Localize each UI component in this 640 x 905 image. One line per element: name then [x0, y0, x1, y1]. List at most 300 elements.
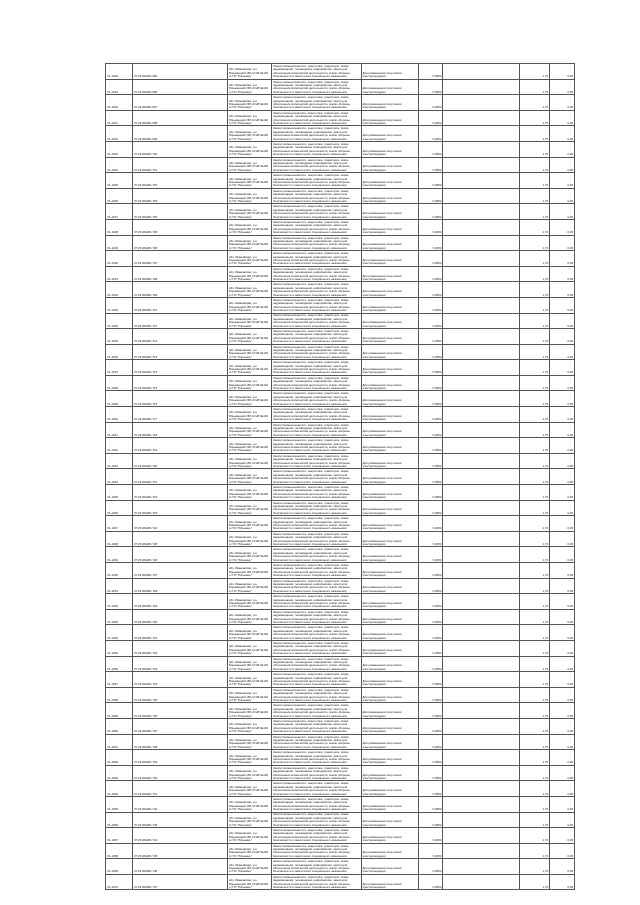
empty-cell	[443, 750, 520, 766]
table-row	[106, 422, 575, 438]
empty-cell	[443, 126, 520, 142]
empty-cell	[443, 843, 520, 859]
permitted-use: Для размещения опор линии электропередачи	[361, 859, 418, 875]
plot-area: 0,0054	[418, 219, 443, 235]
empty-cell	[443, 438, 520, 454]
empty-cell	[443, 594, 520, 610]
tax-rate: 1,70	[520, 422, 550, 438]
empty-cell	[443, 469, 520, 485]
tax-rate: 1,70	[520, 640, 550, 656]
tax-amount: 0,09	[550, 173, 575, 189]
cadastral-number: 37:22:000201:727	[132, 563, 227, 579]
cadastral-number: 37:22:000201:740	[132, 765, 227, 781]
plot-address: обл. Ивановская, р-н Юрьевецкий, ВЛ-10 кВ №102 от ПС "Юрьевец"	[227, 687, 271, 703]
empty-cell	[443, 95, 520, 111]
permitted-use: Для размещения опор линии электропередачи	[361, 173, 418, 189]
row-number: V1-1044	[106, 469, 133, 485]
tax-rate: 1,70	[520, 563, 550, 579]
plot-address: обл. Ивановская, р-н Юрьевецкий, ВЛ-10 кВ №102 от ПС "Юрьевец"	[227, 765, 271, 781]
land-category: Земли промышленности, энергетики, транспорта, связи, радиовещания, телевидения, информатики, земли для обеспечения космической деятельности, земли обороны, безопасности и земли иного специального назначения	[272, 251, 361, 267]
permitted-use: Для размещения опор линии электропередачи	[361, 874, 418, 890]
cadastral-number: 37:22:000201:742	[132, 796, 227, 812]
plot-address: обл. Ивановская, р-н Юрьевецкий, ВЛ-10 кВ №102 от ПС "Юрьевец"	[227, 126, 271, 142]
tax-amount: 0,09	[550, 594, 575, 610]
permitted-use: Для размещения опор линии электропередачи	[361, 578, 418, 594]
tax-amount: 0,09	[550, 282, 575, 298]
permitted-use: Для размещения опор линии электропередачи	[361, 609, 418, 625]
cadastral-number: 37:22:000201:709	[132, 282, 227, 298]
plot-area: 0,0054	[418, 828, 443, 844]
tax-amount: 0,09	[550, 531, 575, 547]
table-row	[106, 173, 575, 189]
tax-amount: 0,09	[550, 266, 575, 282]
plot-address: обл. Ивановская, р-н Юрьевецкий, ВЛ-10 кВ №102 от ПС "Юрьевец"	[227, 843, 271, 859]
row-number: V1-1039	[106, 391, 133, 407]
permitted-use: Для размещения опор линии электропередачи	[361, 64, 418, 80]
plot-area: 0,0054	[418, 251, 443, 267]
table-row	[106, 874, 575, 890]
plot-address: обл. Ивановская, р-н Юрьевецкий, ВЛ-10 кВ №102 от ПС "Юрьевец"	[227, 500, 271, 516]
row-number: V1-1047	[106, 516, 133, 532]
cadastral-number: 37:22:000201:722	[132, 485, 227, 501]
plot-address: обл. Ивановская, р-н Юрьевецкий, ВЛ-10 кВ №102 от ПС "Юрьевец"	[227, 297, 271, 313]
table-row	[106, 547, 575, 563]
land-category: Земли промышленности, энергетики, транспорта, связи, радиовещания, телевидения, информатики, земли для обеспечения космической деятельности, земли обороны, безопасности и земли иного специального назначения	[272, 79, 361, 95]
empty-cell	[443, 563, 520, 579]
cadastral-number: 37:22:000201:712	[132, 329, 227, 345]
permitted-use: Для размещения опор линии электропередачи	[361, 157, 418, 173]
tax-rate: 1,70	[520, 375, 550, 391]
tax-rate: 1,70	[520, 251, 550, 267]
cadastral-number: 37:22:000201:711	[132, 313, 227, 329]
row-number: V1-1045	[106, 485, 133, 501]
permitted-use: Для размещения опор линии электропередачи	[361, 344, 418, 360]
plot-area: 0,0054	[418, 859, 443, 875]
land-category: Земли промышленности, энергетики, транспорта, связи, радиовещания, телевидения, информатики, земли для обеспечения космической деятельности, земли обороны, безопасности и земли иного специального назначения	[272, 485, 361, 501]
permitted-use: Для размещения опор линии электропередачи	[361, 375, 418, 391]
empty-cell	[443, 329, 520, 345]
tax-rate: 1,70	[520, 329, 550, 345]
land-category: Земли промышленности, энергетики, транспорта, связи, радиовещания, телевидения, информатики, земли для обеспечения космической деятельности, земли обороны, безопасности и земли иного специального назначения	[272, 422, 361, 438]
tax-amount: 0,09	[550, 453, 575, 469]
empty-cell	[443, 718, 520, 734]
tax-amount: 0,09	[550, 625, 575, 641]
cadastral-number: 37:22:000201:734	[132, 672, 227, 688]
tax-rate: 1,70	[520, 516, 550, 532]
cadastral-number: 37:22:000201:717	[132, 407, 227, 423]
tax-amount: 0,09	[550, 407, 575, 423]
tax-rate: 1,70	[520, 500, 550, 516]
plot-area: 0,0054	[418, 204, 443, 220]
tax-amount: 0,09	[550, 563, 575, 579]
row-number: V1-1050	[106, 563, 133, 579]
plot-address: обл. Ивановская, р-н Юрьевецкий, ВЛ-10 кВ №102 от ПС "Юрьевец"	[227, 547, 271, 563]
plot-area: 0,0054	[418, 594, 443, 610]
permitted-use: Для размещения опор линии электропередачи	[361, 79, 418, 95]
land-category: Земли промышленности, энергетики, транспорта, связи, радиовещания, телевидения, информатики, земли для обеспечения космической деятельности, земли обороны, безопасности и земли иного специального назначения	[272, 547, 361, 563]
plot-area: 0,0054	[418, 95, 443, 111]
empty-cell	[443, 407, 520, 423]
row-number: V1-1046	[106, 500, 133, 516]
plot-address: обл. Ивановская, р-н Юрьевецкий, ВЛ-10 кВ №102 от ПС "Юрьевец"	[227, 640, 271, 656]
permitted-use: Для размещения опор линии электропередачи	[361, 765, 418, 781]
cadastral-number: 37:22:000201:697	[132, 95, 227, 111]
land-category: Земли промышленности, энергетики, транспорта, связи, радиовещания, телевидения, информатики, земли для обеспечения космической деятельности, земли обороны, безопасности и земли иного специального назначения	[272, 516, 361, 532]
tax-rate: 1,70	[520, 95, 550, 111]
plot-area: 0,0054	[418, 375, 443, 391]
plot-address: обл. Ивановская, р-н Юрьевецкий, ВЛ-10 кВ №102 от ПС "Юрьевец"	[227, 812, 271, 828]
row-number: V1-1053	[106, 609, 133, 625]
row-number: V1-1023	[106, 141, 133, 157]
tax-amount: 0,09	[550, 313, 575, 329]
plot-area: 0,0054	[418, 531, 443, 547]
plot-address: обл. Ивановская, р-н Юрьевецкий, ВЛ-10 кВ №102 от ПС "Юрьевец"	[227, 516, 271, 532]
tax-rate: 1,70	[520, 672, 550, 688]
empty-cell	[443, 360, 520, 376]
cadastral-number: 37:22:000201:732	[132, 640, 227, 656]
tax-rate: 1,70	[520, 796, 550, 812]
tax-amount: 0,09	[550, 485, 575, 501]
plot-address: обл. Ивановская, р-н Юрьевецкий, ВЛ-10 кВ №102 от ПС "Юрьевец"	[227, 407, 271, 423]
cadastral-number: 37:22:000201:699	[132, 126, 227, 142]
cadastral-number: 37:22:000201:692	[132, 64, 227, 80]
empty-cell	[443, 640, 520, 656]
row-number: V1-1048	[106, 531, 133, 547]
tax-amount: 0,09	[550, 672, 575, 688]
plot-area: 0,0054	[418, 422, 443, 438]
plot-address: обл. Ивановская, р-н Юрьевецкий, ВЛ-10 кВ №102 от ПС "Юрьевец"	[227, 329, 271, 345]
row-number: V1-1052	[106, 594, 133, 610]
tax-amount: 0,09	[550, 64, 575, 80]
plot-address: обл. Ивановская, р-н Юрьевецкий, ВЛ-10 кВ №102 от ПС "Юрьевец"	[227, 594, 271, 610]
empty-cell	[443, 656, 520, 672]
permitted-use: Для размещения опор линии электропередачи	[361, 563, 418, 579]
land-category: Земли промышленности, энергетики, транспорта, связи, радиовещания, телевидения, информатики, земли для обеспечения космической деятельности, земли обороны, безопасности и земли иного специального назначения	[272, 687, 361, 703]
table-row	[106, 95, 575, 111]
tax-rate: 1,70	[520, 141, 550, 157]
empty-cell	[443, 703, 520, 719]
tax-amount: 0,09	[550, 812, 575, 828]
tax-rate: 1,70	[520, 344, 550, 360]
plot-address: обл. Ивановская, р-н Юрьевецкий, ВЛ-10 кВ №102 от ПС "Юрьевец"	[227, 219, 271, 235]
row-number: V1-1070	[106, 874, 133, 890]
land-category: Земли промышленности, энергетики, транспорта, связи, радиовещания, телевидения, информатики, земли для обеспечения космической деятельности, земли обороны, безопасности и земли иного специального назначения	[272, 750, 361, 766]
empty-cell	[443, 141, 520, 157]
land-category: Земли промышленности, энергетики, транспорта, связи, радиовещания, телевидения, информатики, земли для обеспечения космической деятельности, земли обороны, безопасности и земли иного специального назначения	[272, 734, 361, 750]
empty-cell	[443, 391, 520, 407]
table-row	[106, 126, 575, 142]
plot-area: 0,0054	[418, 547, 443, 563]
table-row	[106, 329, 575, 345]
permitted-use: Для размещения опор линии электропередачи	[361, 204, 418, 220]
empty-cell	[443, 251, 520, 267]
tax-amount: 0,09	[550, 796, 575, 812]
permitted-use: Для размещения опор линии электропередачи	[361, 812, 418, 828]
permitted-use: Для размещения опор линии электропередачи	[361, 672, 418, 688]
tax-rate: 1,70	[520, 79, 550, 95]
empty-cell	[443, 547, 520, 563]
land-category: Земли промышленности, энергетики, транспорта, связи, радиовещания, телевидения, информатики, земли для обеспечения космической деятельности, земли обороны, безопасности и земли иного специального назначения	[272, 531, 361, 547]
plot-address: обл. Ивановская, р-н Юрьевецкий, ВЛ-10 кВ №102 от ПС "Юрьевец"	[227, 718, 271, 734]
row-number: V1-1065	[106, 796, 133, 812]
tax-rate: 1,70	[520, 188, 550, 204]
empty-cell	[443, 266, 520, 282]
row-number: V1-1028	[106, 219, 133, 235]
table-row	[106, 282, 575, 298]
land-category: Земли промышленности, энергетики, транспорта, связи, радиовещания, телевидения, информатики, земли для обеспечения космической деятельности, земли обороны, безопасности и земли иного специального назначения	[272, 266, 361, 282]
empty-cell	[443, 375, 520, 391]
tax-amount: 0,09	[550, 578, 575, 594]
table-row	[106, 204, 575, 220]
tax-amount: 0,09	[550, 859, 575, 875]
empty-cell	[443, 828, 520, 844]
tax-amount: 0,09	[550, 219, 575, 235]
cadastral-number: 37:22:000201:737	[132, 718, 227, 734]
row-number: V1-1051	[106, 578, 133, 594]
cadastral-number: 37:22:000201:715	[132, 375, 227, 391]
empty-cell	[443, 531, 520, 547]
empty-cell	[443, 157, 520, 173]
plot-area: 0,0054	[418, 344, 443, 360]
permitted-use: Для размещения опор линии электропередачи	[361, 718, 418, 734]
tax-rate: 1,70	[520, 110, 550, 126]
tax-amount: 0,09	[550, 874, 575, 890]
plot-address: обл. Ивановская, р-н Юрьевецкий, ВЛ-10 кВ №102 от ПС "Юрьевец"	[227, 656, 271, 672]
tax-amount: 0,09	[550, 344, 575, 360]
empty-cell	[443, 812, 520, 828]
table-row	[106, 578, 575, 594]
cadastral-number: 37:22:000201:706	[132, 235, 227, 251]
tax-rate: 1,70	[520, 656, 550, 672]
land-category: Земли промышленности, энергетики, транспорта, связи, радиовещания, телевидения, информатики, земли для обеспечения космической деятельности, земли обороны, безопасности и земли иного специального назначения	[272, 578, 361, 594]
cadastral-number: 37:22:000201:724	[132, 516, 227, 532]
tax-amount: 0,09	[550, 391, 575, 407]
permitted-use: Для размещения опор линии электропередачи	[361, 251, 418, 267]
plot-area: 0,0054	[418, 469, 443, 485]
cadastral-number: 37:22:000201:744	[132, 828, 227, 844]
land-category: Земли промышленности, энергетики, транспорта, связи, радиовещания, телевидения, информатики, земли для обеспечения космической деятельности, земли обороны, безопасности и земли иного специального назначения	[272, 360, 361, 376]
land-plots-table	[105, 63, 575, 890]
empty-cell	[443, 734, 520, 750]
empty-cell	[443, 173, 520, 189]
land-category: Земли промышленности, энергетики, транспорта, связи, радиовещания, телевидения, информатики, земли для обеспечения космической деятельности, земли обороны, безопасности и земли иного специального назначения	[272, 453, 361, 469]
tax-amount: 0,09	[550, 609, 575, 625]
empty-cell	[443, 609, 520, 625]
permitted-use: Для размещения опор линии электропередачи	[361, 297, 418, 313]
cadastral-number: 37:22:000201:701	[132, 157, 227, 173]
row-number: V1-1026	[106, 188, 133, 204]
permitted-use: Для размещения опор линии электропередачи	[361, 141, 418, 157]
row-number: V1-1054	[106, 625, 133, 641]
empty-cell	[443, 453, 520, 469]
tax-amount: 0,09	[550, 438, 575, 454]
row-number: V1-1058	[106, 687, 133, 703]
permitted-use: Для размещения опор линии электропередачи	[361, 625, 418, 641]
land-category: Земли промышленности, энергетики, транспорта, связи, радиовещания, телевидения, информатики, земли для обеспечения космической деятельности, земли обороны, безопасности и земли иного специального назначения	[272, 95, 361, 111]
plot-address: обл. Ивановская, р-н Юрьевецкий, ВЛ-10 кВ №102 от ПС "Юрьевец"	[227, 95, 271, 111]
row-number: V1-1060	[106, 718, 133, 734]
table-row	[106, 251, 575, 267]
plot-area: 0,0054	[418, 516, 443, 532]
empty-cell	[443, 672, 520, 688]
plot-area: 0,0054	[418, 485, 443, 501]
tax-amount: 0,09	[550, 297, 575, 313]
permitted-use: Для размещения опор линии электропередачи	[361, 110, 418, 126]
permitted-use: Для размещения опор линии электропередачи	[361, 266, 418, 282]
plot-address: обл. Ивановская, р-н Юрьевецкий, ВЛ-10 кВ №102 от ПС "Юрьевец"	[227, 796, 271, 812]
tax-rate: 1,70	[520, 438, 550, 454]
table-row	[106, 687, 575, 703]
land-category: Земли промышленности, энергетики, транспорта, связи, радиовещания, телевидения, информатики, земли для обеспечения космической деятельности, земли обороны, безопасности и земли иного специального назначения	[272, 843, 361, 859]
land-category: Земли промышленности, энергетики, транспорта, связи, радиовещания, телевидения, информатики, земли для обеспечения космической деятельности, земли обороны, безопасности и земли иного специального назначения	[272, 375, 361, 391]
plot-area: 0,0054	[418, 438, 443, 454]
land-category: Земли промышленности, энергетики, транспорта, связи, радиовещания, телевидения, информатики, земли для обеспечения космической деятельности, земли обороны, безопасности и земли иного специального назначения	[272, 828, 361, 844]
permitted-use: Для размещения опор линии электропередачи	[361, 282, 418, 298]
land-category: Земли промышленности, энергетики, транспорта, связи, радиовещания, телевидения, информатики, земли для обеспечения космической деятельности, земли обороны, безопасности и земли иного специального назначения	[272, 173, 361, 189]
plot-area: 0,0054	[418, 781, 443, 797]
cadastral-number: 37:22:000201:714	[132, 360, 227, 376]
row-number: V1-1034	[106, 313, 133, 329]
plot-area: 0,0054	[418, 812, 443, 828]
table-row	[106, 485, 575, 501]
plot-area: 0,0054	[418, 750, 443, 766]
land-category: Земли промышленности, энергетики, транспорта, связи, радиовещания, телевидения, информатики, земли для обеспечения космической деятельности, земли обороны, безопасности и земли иного специального назначения	[272, 204, 361, 220]
row-number: V1-1022	[106, 126, 133, 142]
row-number: V1-1068	[106, 843, 133, 859]
cadastral-number: 37:22:000201:719	[132, 438, 227, 454]
land-category: Земли промышленности, энергетики, транспорта, связи, радиовещания, телевидения, информатики, земли для обеспечения космической деятельности, земли обороны, безопасности и земли иного специального назначения	[272, 765, 361, 781]
tax-rate: 1,70	[520, 469, 550, 485]
tax-rate: 1,70	[520, 297, 550, 313]
permitted-use: Для размещения опор линии электропередачи	[361, 391, 418, 407]
cadastral-number: 37:22:000201:739	[132, 750, 227, 766]
permitted-use: Для размещения опор линии электропередачи	[361, 687, 418, 703]
table-row	[106, 828, 575, 844]
permitted-use: Для размещения опор линии электропередачи	[361, 360, 418, 376]
tax-amount: 0,09	[550, 687, 575, 703]
cadastral-number: 37:22:000201:705	[132, 219, 227, 235]
plot-area: 0,0054	[418, 563, 443, 579]
land-category: Земли промышленности, энергетики, транспорта, связи, радиовещания, телевидения, информатики, земли для обеспечения космической деятельности, земли обороны, безопасности и земли иного специального назначения	[272, 126, 361, 142]
plot-area: 0,0054	[418, 796, 443, 812]
table-row	[106, 297, 575, 313]
tax-amount: 0,09	[550, 547, 575, 563]
tax-amount: 0,09	[550, 95, 575, 111]
tax-amount: 0,09	[550, 141, 575, 157]
tax-amount: 0,09	[550, 110, 575, 126]
tax-rate: 1,70	[520, 812, 550, 828]
plot-area: 0,0054	[418, 500, 443, 516]
table-row	[106, 672, 575, 688]
plot-address: обл. Ивановская, р-н Юрьевецкий, ВЛ-10 кВ №102 от ПС "Юрьевец"	[227, 313, 271, 329]
tax-rate: 1,70	[520, 235, 550, 251]
plot-area: 0,0054	[418, 391, 443, 407]
tax-rate: 1,70	[520, 874, 550, 890]
plot-address: обл. Ивановская, р-н Юрьевецкий, ВЛ-10 кВ №102 от ПС "Юрьевец"	[227, 266, 271, 282]
permitted-use: Для размещения опор линии электропередачи	[361, 750, 418, 766]
plot-address: обл. Ивановская, р-н Юрьевецкий, ВЛ-10 кВ №102 от ПС "Юрьевец"	[227, 157, 271, 173]
tax-rate: 1,70	[520, 687, 550, 703]
row-number: V1-1027	[106, 204, 133, 220]
permitted-use: Для размещения опор линии электропередачи	[361, 422, 418, 438]
table-row	[106, 344, 575, 360]
land-category: Земли промышленности, энергетики, транспорта, связи, радиовещания, телевидения, информатики, земли для обеспечения космической деятельности, земли обороны, безопасности и земли иного специального назначения	[272, 110, 361, 126]
row-number: V1-1030	[106, 251, 133, 267]
empty-cell	[443, 781, 520, 797]
row-number: V1-1061	[106, 734, 133, 750]
table-row	[106, 219, 575, 235]
tax-amount: 0,09	[550, 204, 575, 220]
land-category: Земли промышленности, энергетики, транспорта, связи, радиовещания, телевидения, информатики, земли для обеспечения космической деятельности, земли обороны, безопасности и земли иного специального назначения	[272, 718, 361, 734]
land-category: Земли промышленности, энергетики, транспорта, связи, радиовещания, телевидения, информатики, земли для обеспечения космической деятельности, земли обороны, безопасности и земли иного специального назначения	[272, 609, 361, 625]
land-category: Земли промышленности, энергетики, транспорта, связи, радиовещания, телевидения, информатики, земли для обеспечения космической деятельности, земли обороны, безопасности и земли иного специального назначения	[272, 469, 361, 485]
cadastral-number: 37:22:000201:696	[132, 79, 227, 95]
row-number: V1-1041	[106, 422, 133, 438]
empty-cell	[443, 297, 520, 313]
row-number: V1-1040	[106, 407, 133, 423]
plot-address: обл. Ивановская, р-н Юрьевецкий, ВЛ-10 кВ №102 от ПС "Юрьевец"	[227, 204, 271, 220]
tax-amount: 0,09	[550, 656, 575, 672]
table-row	[106, 453, 575, 469]
plot-area: 0,0054	[418, 188, 443, 204]
table-row	[106, 438, 575, 454]
row-number: V1-1055	[106, 640, 133, 656]
tax-amount: 0,09	[550, 469, 575, 485]
plot-address: обл. Ивановская, р-н Юрьевецкий, ВЛ-10 кВ №102 от ПС "Юрьевец"	[227, 469, 271, 485]
plot-area: 0,0054	[418, 578, 443, 594]
tax-rate: 1,70	[520, 360, 550, 376]
plot-address: обл. Ивановская, р-н Юрьевецкий, ВЛ-10 кВ №102 от ПС "Юрьевец"	[227, 251, 271, 267]
empty-cell	[443, 219, 520, 235]
empty-cell	[443, 859, 520, 875]
tax-rate: 1,70	[520, 391, 550, 407]
cadastral-number: 37:22:000201:725	[132, 531, 227, 547]
permitted-use: Для размещения опор линии электропередачи	[361, 640, 418, 656]
table-row	[106, 64, 575, 80]
plot-address: обл. Ивановская, р-н Юрьевецкий, ВЛ-10 кВ №102 от ПС "Юрьевец"	[227, 422, 271, 438]
land-category: Земли промышленности, энергетики, транспорта, связи, радиовещания, телевидения, информатики, земли для обеспечения космической деятельности, земли обороны, безопасности и земли иного специального назначения	[272, 282, 361, 298]
permitted-use: Для размещения опор линии электропередачи	[361, 438, 418, 454]
permitted-use: Для размещения опор линии электропередачи	[361, 485, 418, 501]
row-number: V1-1021	[106, 110, 133, 126]
permitted-use: Для размещения опор линии электропередачи	[361, 329, 418, 345]
table-row	[106, 750, 575, 766]
table-row	[106, 765, 575, 781]
cadastral-number: 37:22:000201:736	[132, 703, 227, 719]
tax-amount: 0,09	[550, 329, 575, 345]
cadastral-number: 37:22:000201:743	[132, 812, 227, 828]
tax-rate: 1,70	[520, 843, 550, 859]
table-row	[106, 843, 575, 859]
plot-address: обл. Ивановская, р-н Юрьевецкий, ВЛ-10 кВ №102 от ПС "Юрьевец"	[227, 282, 271, 298]
empty-cell	[443, 687, 520, 703]
tax-rate: 1,70	[520, 64, 550, 80]
permitted-use: Для размещения опор линии электропередачи	[361, 219, 418, 235]
row-number: V1-1056	[106, 656, 133, 672]
table-row	[106, 235, 575, 251]
land-category: Земли промышленности, энергетики, транспорта, связи, радиовещания, телевидения, информатики, земли для обеспечения космической деятельности, земли обороны, безопасности и земли иного специального назначения	[272, 796, 361, 812]
tax-rate: 1,70	[520, 594, 550, 610]
cadastral-number: 37:22:000201:698	[132, 110, 227, 126]
plot-address: обл. Ивановская, р-н Юрьевецкий, ВЛ-10 кВ №102 от ПС "Юрьевец"	[227, 391, 271, 407]
table-row	[106, 796, 575, 812]
plot-address: обл. Ивановская, р-н Юрьевецкий, ВЛ-10 кВ №102 от ПС "Юрьевец"	[227, 609, 271, 625]
plot-area: 0,0054	[418, 235, 443, 251]
land-category: Земли промышленности, энергетики, транспорта, связи, радиовещания, телевидения, информатики, земли для обеспечения космической деятельности, земли обороны, безопасности и земли иного специального назначения	[272, 64, 361, 80]
land-category: Земли промышленности, энергетики, транспорта, связи, радиовещания, телевидения, информатики, земли для обеспечения космической деятельности, земли обороны, безопасности и земли иного специального назначения	[272, 656, 361, 672]
plot-area: 0,0054	[418, 656, 443, 672]
tax-rate: 1,70	[520, 578, 550, 594]
